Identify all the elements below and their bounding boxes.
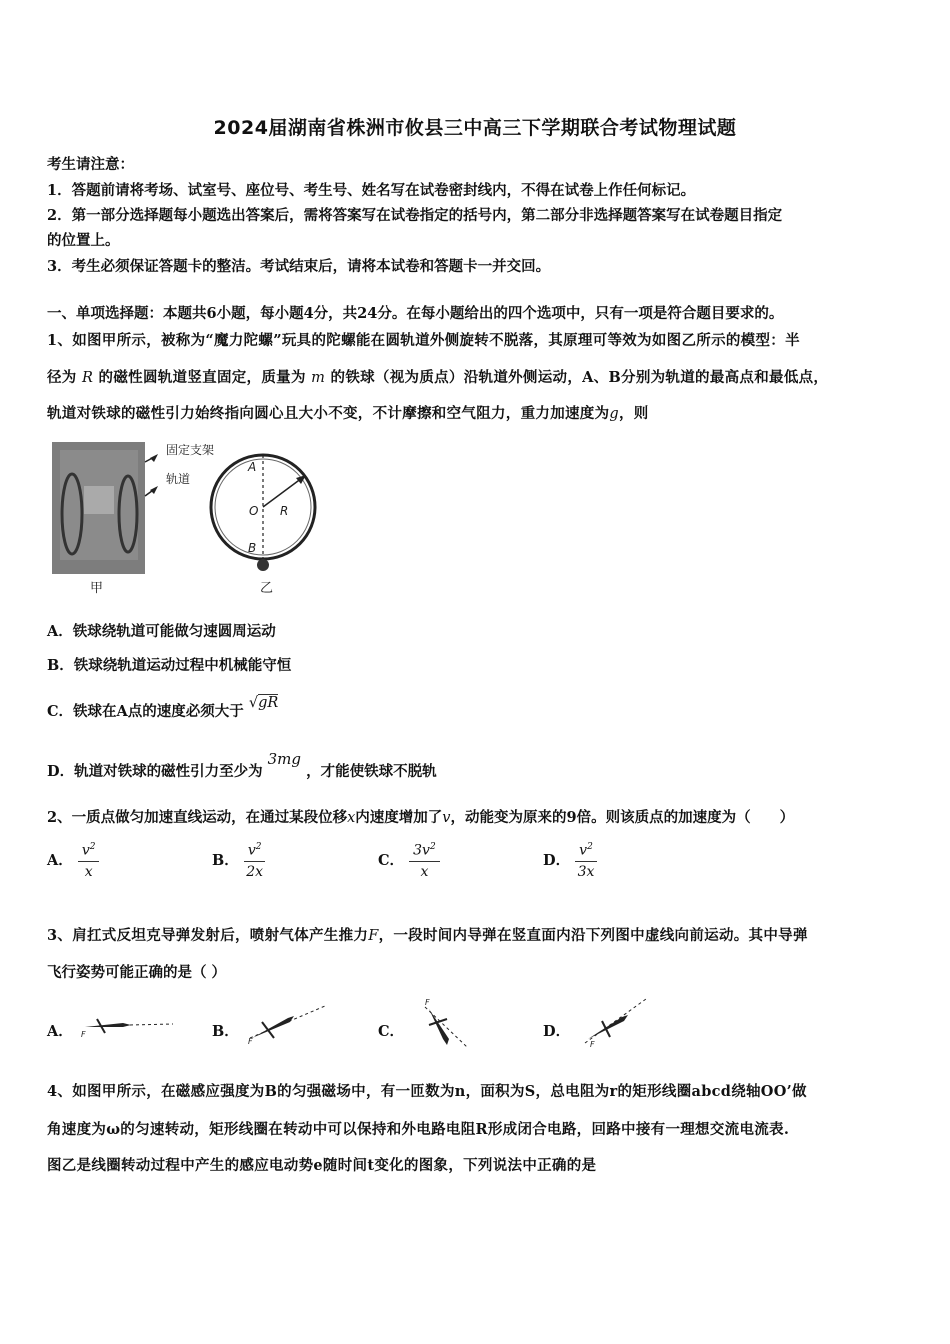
label-jia: 甲: [90, 581, 104, 596]
q2-option-b: B． $\frac{v^2}{2x}$: [212, 842, 265, 880]
svg-text:A: A: [248, 460, 257, 474]
section-heading: 一、单项选择题：本题共6小题，每小题4分，共24分。在每小题给出的四个选项中，只有一项是符合题目要求的。: [47, 305, 784, 322]
q3-stem-line1: 3、肩扛式反坦克导弹发射后，喷射气体产生推力F，一段时间内导弹在竖直面内沿下列图中虚线向前运动。其中导弹: [47, 927, 808, 944]
label-support: 固定支架: [166, 443, 215, 457]
q3-figure-d: [570, 995, 650, 1054]
svg-text:R: R: [280, 504, 289, 518]
q3-option-d: D．: [543, 1023, 571, 1040]
var-m: m: [311, 370, 326, 386]
page-title: 2024届湖南省株洲市攸县三中高三下学期联合考试物理试题: [213, 117, 737, 139]
var-R: R: [81, 370, 94, 386]
svg-text:F: F: [425, 998, 430, 1007]
svg-text:B: B: [248, 541, 257, 555]
q1-option-c: C．铁球在A点的速度必须大于 √gR: [47, 695, 279, 720]
q1-option-d: D．轨道对铁球的磁性引力至少为 3mg ，才能使铁球不脱轨: [47, 750, 437, 780]
q3-figure-c: [405, 995, 475, 1054]
q3-figure-b: [240, 998, 330, 1052]
q3-option-a: A．: [47, 1023, 73, 1040]
q2-stem: 2、一质点做匀加速直线运动，在通过某段位移x内速度增加了v，动能变为原来的9倍。则该质点的加速度为（ ）: [47, 809, 795, 826]
q1-option-a: A．铁球绕轨道可能做匀速圆周运动: [47, 623, 276, 640]
q3-option-c: C．: [378, 1023, 405, 1040]
notice-item-1: 1．答题前请将考场、试室号、座位号、考生号、姓名写在试卷密封线内，不得在试卷上作任何标记。: [47, 182, 696, 199]
notice-heading: 考生请注意：: [47, 156, 134, 173]
q4-stem-line2: 角速度为ω的匀速转动，矩形线圈在转动中可以保持和外电路电阻R形成闭合电路，回路中接有一理想交流电流表.: [47, 1121, 790, 1138]
label-track: 轨道: [166, 472, 191, 486]
notice-item-3: 3．考生必须保证答题卡的整洁。考试结束后，请将本试卷和答题卡一并交回。: [47, 258, 551, 275]
q3-figure-a: [75, 1005, 175, 1049]
q1-figure: [50, 440, 340, 604]
q1-stem-line1: 1、如图甲所示，被称为“魔力陀螺”玩具的陀螺能在圆轨道外侧旋转不脱落，其原理可等效为如图乙所示的模型：半: [47, 332, 800, 349]
svg-text:F: F: [248, 1037, 253, 1046]
q1-option-b: B．铁球绕轨道运动过程中机械能守恒: [47, 657, 292, 674]
svg-text:O: O: [249, 504, 259, 518]
q4-stem-line1: 4、如图甲所示，在磁感应强度为B的匀强磁场中，有一匝数为n，面积为S，总电阻为r的矩形线圈abcd绕轴OO’做: [47, 1083, 807, 1100]
q1-stem-line3: 轨道对铁球的磁性引力始终指向圆心且大小不变，不计摩擦和空气阻力，重力加速度为g，则: [47, 405, 649, 422]
svg-text:F: F: [81, 1030, 86, 1039]
q2-option-a: A． $\frac{v^2}{x}$: [47, 842, 99, 880]
var-g: g: [609, 406, 619, 422]
q4-stem-line3: 图乙是线圈转动过程中产生的感应电动势e随时间t变化的图象，下列说法中正确的是: [47, 1157, 597, 1174]
notice-item-2: 2．第一部分选择题每小题选出答案后，需将答案写在试卷指定的括号内，第二部分非选择题答案写在试卷题目指定: [47, 207, 783, 224]
q1-stem-line2: 径为 R 的磁性圆轨道竖直固定，质量为 m 的铁球（视为质点）沿轨道外侧运动，A、B分别为轨道的最高点和最低点，: [47, 369, 829, 386]
iron-ball: [257, 559, 269, 571]
q3-option-b: B．: [212, 1023, 239, 1040]
q2-option-d: D． $\frac{v^2}{3x}$: [543, 842, 597, 880]
notice-item-2-cont: 的位置上。: [47, 232, 120, 249]
svg-text:F: F: [590, 1040, 595, 1049]
label-yi: 乙: [260, 581, 274, 596]
q3-stem-line2: 飞行姿势可能正确的是（ ）: [47, 964, 227, 981]
q2-option-c: C． $\frac{3v^2}{x}$: [378, 842, 440, 880]
